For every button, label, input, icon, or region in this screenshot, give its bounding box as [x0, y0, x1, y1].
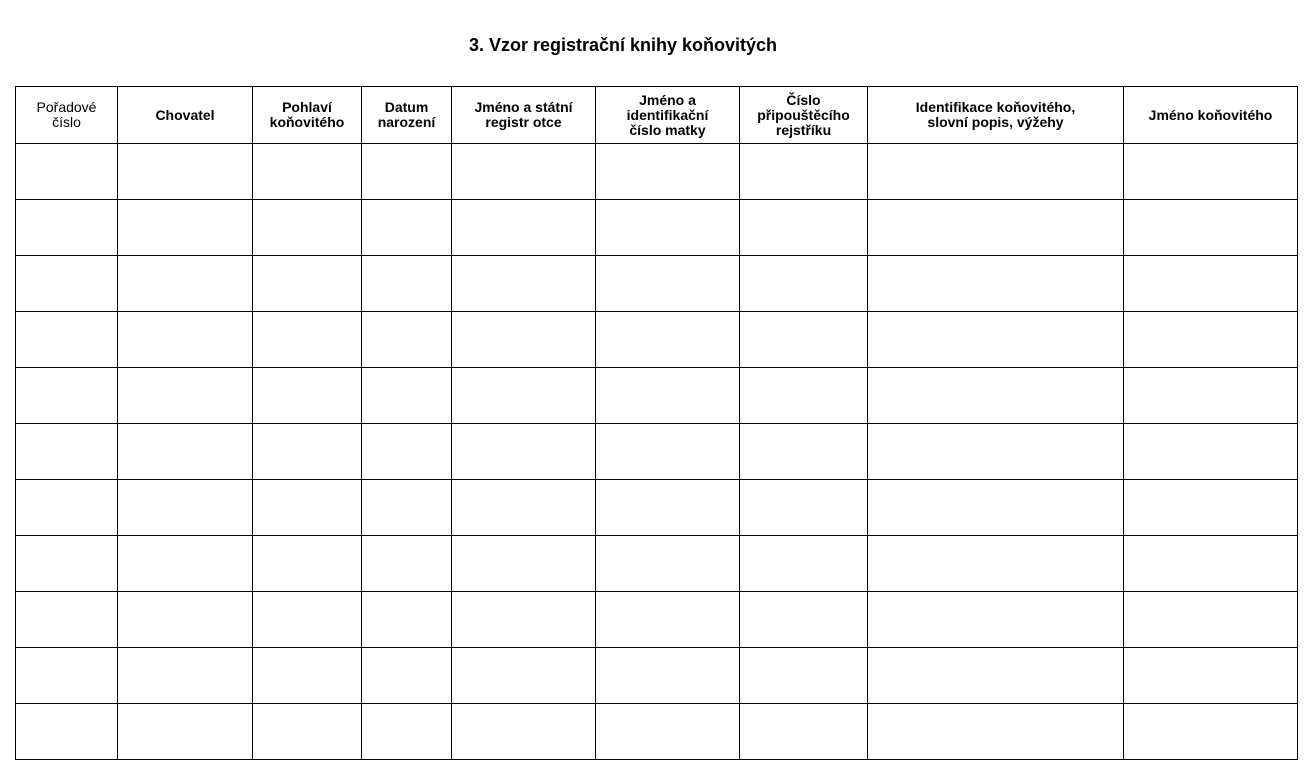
table-cell-empty	[452, 424, 596, 480]
table-cell-empty	[118, 536, 253, 592]
table-cell-empty	[596, 480, 740, 536]
table-cell-empty	[868, 704, 1124, 760]
table-cell-empty	[452, 648, 596, 704]
table-cell-empty	[118, 312, 253, 368]
table-cell-empty	[1124, 648, 1298, 704]
table-cell-empty	[253, 480, 362, 536]
document-title-text: 3. Vzor registrační knihy koňovitých	[468, 35, 778, 55]
table-row	[16, 592, 1298, 648]
table-cell-empty	[16, 144, 118, 200]
table-row	[16, 312, 1298, 368]
table-cell-empty	[118, 648, 253, 704]
table-cell-empty	[868, 144, 1124, 200]
table-cell-empty	[452, 536, 596, 592]
table-cell-empty	[362, 536, 452, 592]
table-cell-empty	[868, 312, 1124, 368]
table-cell-empty	[118, 704, 253, 760]
table-cell-empty	[452, 592, 596, 648]
table-cell-empty	[1124, 480, 1298, 536]
table-cell-empty	[253, 144, 362, 200]
table-cell-empty	[596, 424, 740, 480]
table-cell-empty	[868, 256, 1124, 312]
table-cell-empty	[362, 368, 452, 424]
table-cell-empty	[740, 648, 868, 704]
table-cell-empty	[362, 312, 452, 368]
table-cell-empty	[118, 144, 253, 200]
table-cell-empty	[740, 480, 868, 536]
table-cell-empty	[740, 368, 868, 424]
table-row	[16, 256, 1298, 312]
table-cell-empty	[740, 704, 868, 760]
table-cell-empty	[868, 424, 1124, 480]
table-cell-empty	[740, 200, 868, 256]
table-cell-empty	[16, 704, 118, 760]
column-header-sex: Pohlaví koňovitého	[253, 87, 362, 144]
table-cell-empty	[1124, 368, 1298, 424]
table-cell-empty	[118, 200, 253, 256]
table-cell-empty	[253, 704, 362, 760]
table-cell-empty	[118, 424, 253, 480]
table-cell-empty	[362, 144, 452, 200]
table-cell-empty	[868, 648, 1124, 704]
table-cell-empty	[118, 592, 253, 648]
table-cell-empty	[362, 424, 452, 480]
table-row	[16, 704, 1298, 760]
table-cell-empty	[253, 256, 362, 312]
table-cell-empty	[118, 368, 253, 424]
table-cell-empty	[596, 200, 740, 256]
table-cell-empty	[253, 536, 362, 592]
table-row	[16, 480, 1298, 536]
column-header-order-number: Pořadové číslo	[16, 87, 118, 144]
table-cell-empty	[596, 368, 740, 424]
table-cell-empty	[362, 592, 452, 648]
column-header-breeder: Chovatel	[118, 87, 253, 144]
table-cell-empty	[362, 648, 452, 704]
table-body	[16, 144, 1298, 760]
table-cell-empty	[118, 480, 253, 536]
table-cell-empty	[1124, 200, 1298, 256]
column-header-identification: Identifikace koňovitého, slovní popis, výžehy	[868, 87, 1124, 144]
table-cell-empty	[868, 200, 1124, 256]
table-cell-empty	[1124, 144, 1298, 200]
table-row	[16, 368, 1298, 424]
table-cell-empty	[740, 424, 868, 480]
table-cell-empty	[740, 144, 868, 200]
table-cell-empty	[253, 312, 362, 368]
table-cell-empty	[596, 312, 740, 368]
table-cell-empty	[596, 536, 740, 592]
table-cell-empty	[253, 368, 362, 424]
table-cell-empty	[452, 256, 596, 312]
table-row	[16, 200, 1298, 256]
table-cell-empty	[362, 200, 452, 256]
table-cell-empty	[452, 312, 596, 368]
table-cell-empty	[16, 592, 118, 648]
table-cell-empty	[118, 256, 253, 312]
table-cell-empty	[16, 648, 118, 704]
table-cell-empty	[740, 536, 868, 592]
table-row	[16, 424, 1298, 480]
column-header-dam: Jméno a identifikační číslo matky	[596, 87, 740, 144]
table-cell-empty	[253, 648, 362, 704]
table-cell-empty	[740, 312, 868, 368]
column-header-horse-name: Jméno koňovitého	[1124, 87, 1298, 144]
table-cell-empty	[16, 424, 118, 480]
table-cell-empty	[16, 536, 118, 592]
table-cell-empty	[868, 536, 1124, 592]
table-cell-empty	[868, 368, 1124, 424]
table-cell-empty	[1124, 424, 1298, 480]
table-cell-empty	[1124, 704, 1298, 760]
table-header-row	[16, 87, 1298, 144]
table-cell-empty	[1124, 536, 1298, 592]
table-cell-empty	[452, 200, 596, 256]
table-cell-empty	[596, 144, 740, 200]
table-cell-empty	[253, 200, 362, 256]
table-cell-empty	[362, 256, 452, 312]
document-title	[0, 34, 1246, 56]
table-cell-empty	[253, 592, 362, 648]
table-cell-empty	[253, 424, 362, 480]
table-row	[16, 144, 1298, 200]
column-header-birth-date: Datum narození	[362, 87, 452, 144]
table-cell-empty	[596, 592, 740, 648]
table-cell-empty	[1124, 256, 1298, 312]
table-cell-empty	[1124, 592, 1298, 648]
table-cell-empty	[16, 480, 118, 536]
table-cell-empty	[596, 648, 740, 704]
table-cell-empty	[16, 312, 118, 368]
table-cell-empty	[452, 480, 596, 536]
table-row	[16, 648, 1298, 704]
table-cell-empty	[1124, 312, 1298, 368]
table-row	[16, 536, 1298, 592]
table-cell-empty	[740, 592, 868, 648]
table-cell-empty	[596, 704, 740, 760]
table-cell-empty	[362, 704, 452, 760]
table-cell-empty	[362, 480, 452, 536]
table-cell-empty	[452, 368, 596, 424]
column-header-sire: Jméno a státní registr otce	[452, 87, 596, 144]
table-cell-empty	[16, 256, 118, 312]
table-cell-empty	[16, 200, 118, 256]
table-cell-empty	[868, 480, 1124, 536]
table-cell-empty	[16, 368, 118, 424]
column-header-breeding-register: Číslo připouštěcího rejstříku	[740, 87, 868, 144]
table-cell-empty	[596, 256, 740, 312]
table-cell-empty	[452, 144, 596, 200]
table-cell-empty	[868, 592, 1124, 648]
table-cell-empty	[452, 704, 596, 760]
table-cell-empty	[740, 256, 868, 312]
registration-table	[15, 86, 1298, 760]
